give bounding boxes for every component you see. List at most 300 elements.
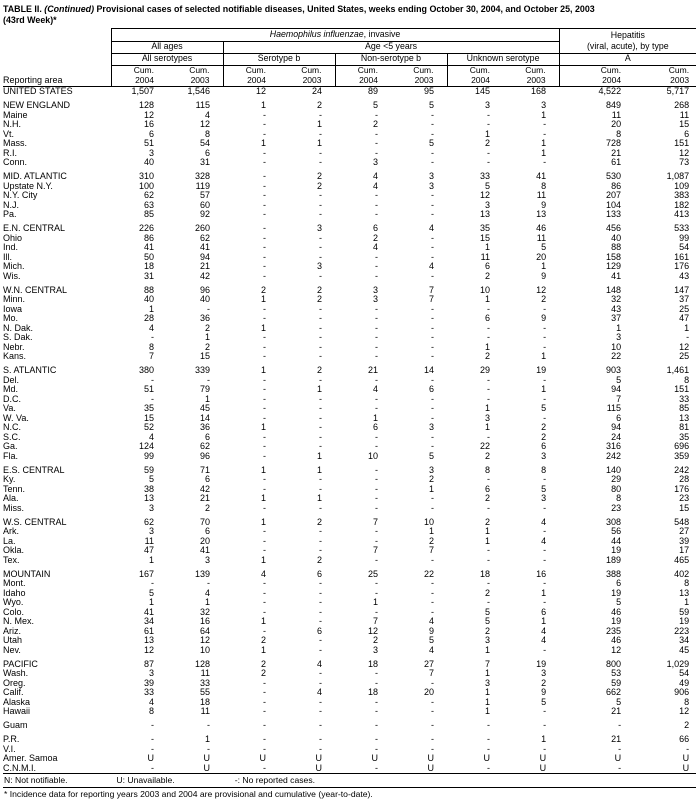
cell-value: - <box>375 527 378 537</box>
cell-value: 4 <box>372 243 378 253</box>
cell-value: U <box>682 754 690 764</box>
cell-value: - <box>319 352 322 362</box>
cell-value: 207 <box>606 191 622 201</box>
cell-value: - <box>375 536 378 546</box>
cell-value: 158 <box>606 252 622 262</box>
cell-value: - <box>263 607 266 617</box>
cell-value: - <box>319 323 322 333</box>
cell-reporting-area: Ga. <box>3 442 18 452</box>
cell-value: 6 <box>372 224 378 234</box>
cell-value: 53 <box>611 669 622 679</box>
cell-reporting-area: Colo. <box>3 607 25 617</box>
cell-value: - <box>375 503 378 513</box>
cell-value: - <box>319 503 322 513</box>
cell-value: - <box>431 129 434 139</box>
cell-value: 139 <box>194 569 210 579</box>
cell-reporting-area: Va. <box>3 404 16 414</box>
cell-value: 380 <box>138 366 154 376</box>
cell-value: 161 <box>674 252 690 262</box>
col-group-hepatitis-subtitle: (viral, acute), by type <box>559 42 696 54</box>
cell-reporting-area: Mo. <box>3 314 19 324</box>
cell-value: 64 <box>199 626 210 636</box>
table-row <box>3 698 696 708</box>
cell-value: 6 <box>428 385 434 395</box>
cell-value: - <box>263 688 266 698</box>
cell-value: - <box>319 617 322 627</box>
table-row <box>3 87 696 97</box>
cell-value: 99 <box>143 451 154 461</box>
cell-value: - <box>375 394 378 404</box>
cell-value: - <box>618 763 622 773</box>
cell-value: 60 <box>199 200 210 210</box>
cell-value: - <box>431 413 434 423</box>
cell-value: 6 <box>484 314 490 324</box>
cell-value: - <box>263 432 266 442</box>
cell-value: 316 <box>606 442 622 452</box>
cell-value: - <box>263 588 266 598</box>
cell-value: 19 <box>536 659 547 669</box>
cell-value: 39 <box>679 536 690 546</box>
cell-value: - <box>263 404 266 414</box>
cell-value: 12 <box>367 626 378 636</box>
cell-value: - <box>263 375 266 385</box>
cell-value: 413 <box>674 210 690 220</box>
header-row-3 <box>3 54 696 66</box>
cell-value: 2 <box>484 626 490 636</box>
cell-value: 1 <box>260 645 266 655</box>
cell-value: 1 <box>204 598 210 608</box>
cell-reporting-area: N.C. <box>3 423 21 433</box>
cell-value: 33 <box>199 678 210 688</box>
col-group-non-serotype-b: Non-serotype b <box>335 54 447 66</box>
cell-value: - <box>263 129 266 139</box>
cell-value: 2 <box>316 172 322 182</box>
cell-value: 10 <box>611 342 622 352</box>
cell-value: 61 <box>143 626 154 636</box>
cell-value: 1 <box>541 139 547 149</box>
cell-value: 1 <box>484 669 490 679</box>
cell-value: - <box>375 669 378 679</box>
cell-value: 1 <box>204 333 210 343</box>
cell-value: 46 <box>536 224 547 234</box>
cell-value: - <box>319 233 322 243</box>
cell-value: 1 <box>316 465 322 475</box>
cell-value: - <box>263 342 266 352</box>
cell-value: 3 <box>428 465 434 475</box>
cell-value: 33 <box>679 394 690 404</box>
cell-value: 73 <box>679 158 690 168</box>
cell-value: - <box>263 413 266 423</box>
table-row <box>3 376 696 386</box>
cell-value: - <box>319 636 322 646</box>
cell-value: 2 <box>316 101 322 111</box>
col-header-reporting-area: Reporting area <box>3 66 111 87</box>
cell-value: - <box>319 645 322 655</box>
cell-value: 12 <box>143 110 154 120</box>
cell-value: - <box>375 484 378 494</box>
table-row <box>3 172 696 182</box>
cell-value: 1 <box>541 352 547 362</box>
cell-value: 6 <box>204 475 210 485</box>
cell-value: 235 <box>606 626 622 636</box>
table-row <box>3 130 696 140</box>
col-header-cum-2003: Cum. 2003 <box>503 66 559 87</box>
table-row <box>3 395 696 405</box>
cell-value: 7 <box>428 669 434 679</box>
cell-value: - <box>375 721 378 731</box>
cell-value: - <box>375 262 378 272</box>
cell-value: - <box>319 707 322 717</box>
table-title-text: Provisional cases of selected notifiable diseases, United States, weeks ending October 30, 2004, and October 25, 2003 <box>94 4 595 14</box>
cell-value: 6 <box>204 527 210 537</box>
cell-value: 1 <box>541 588 547 598</box>
cell-value: 4 <box>428 224 434 234</box>
cell-value: - <box>319 527 322 537</box>
table-row <box>3 210 696 220</box>
cell-value: 9 <box>541 271 547 281</box>
cell-value: - <box>263 527 266 537</box>
cell-value: - <box>319 304 322 314</box>
cell-reporting-area: MOUNTAIN <box>3 569 51 579</box>
cell-value: - <box>487 546 490 556</box>
cell-value: 1 <box>484 527 490 537</box>
cell-value: - <box>431 120 434 130</box>
cell-value: 94 <box>611 423 622 433</box>
table-row <box>3 305 696 315</box>
cell-value: - <box>375 200 378 210</box>
table-title <box>3 4 696 26</box>
cell-value: 13 <box>479 210 490 220</box>
table-row <box>3 745 696 755</box>
table-row <box>3 527 696 537</box>
cell-value: 10 <box>199 645 210 655</box>
cell-value: 6 <box>541 442 547 452</box>
cell-value: 5 <box>541 404 547 414</box>
cell-value: 6 <box>541 607 547 617</box>
cell-value: 41 <box>611 271 622 281</box>
cell-value: 9 <box>541 688 547 698</box>
cell-value: 24 <box>611 432 622 442</box>
cell-value: 40 <box>143 158 154 168</box>
cell-value: 383 <box>674 191 690 201</box>
cell-value: - <box>543 579 547 589</box>
cell-value: 41 <box>199 243 210 253</box>
cell-value: 51 <box>143 385 154 395</box>
cell-value: U <box>203 754 210 764</box>
cell-value: - <box>375 607 378 617</box>
cell-value: 728 <box>606 139 622 149</box>
cell-value: 530 <box>606 172 622 182</box>
cell-value: 242 <box>606 451 622 461</box>
table-row <box>3 556 696 566</box>
cell-value: - <box>263 271 266 281</box>
cell-value: 11 <box>200 707 210 717</box>
cell-value: 13 <box>536 210 547 220</box>
cell-value: 8 <box>684 579 690 589</box>
cell-value: - <box>375 588 378 598</box>
cell-value: - <box>431 243 434 253</box>
cell-value: - <box>487 735 490 745</box>
cell-value: - <box>319 129 322 139</box>
cell-value: 310 <box>138 172 154 182</box>
cell-value: 6 <box>204 432 210 442</box>
cell-value: 456 <box>606 224 622 234</box>
cell-reporting-area: Iowa <box>3 304 23 314</box>
cell-value: - <box>487 323 490 333</box>
table-row <box>3 579 696 589</box>
table-row <box>3 433 696 443</box>
cell-value: 2 <box>484 352 490 362</box>
cell-value: 4 <box>428 617 434 627</box>
cell-value: - <box>487 598 490 608</box>
cell-value: 47 <box>679 314 690 324</box>
cell-value: 6 <box>316 626 322 636</box>
table-row <box>3 234 696 244</box>
cell-reporting-area: Ariz. <box>3 626 21 636</box>
cell-reporting-area: S.C. <box>3 432 21 442</box>
cell-value: 6 <box>372 423 378 433</box>
cell-value: - <box>263 352 266 362</box>
cell-value: - <box>487 432 490 442</box>
cell-value: 42 <box>199 484 210 494</box>
cell-value: U <box>315 754 322 764</box>
table-row <box>3 627 696 637</box>
cell-value: - <box>431 607 434 617</box>
cell-value: - <box>263 475 266 485</box>
cell-reporting-area: Wis. <box>3 271 21 281</box>
cell-value: 4 <box>428 262 434 272</box>
cell-value: U <box>682 763 690 773</box>
cell-value: 8 <box>148 707 154 717</box>
cell-value: - <box>487 110 490 120</box>
cell-reporting-area: UNITED STATES <box>3 86 73 97</box>
cell-value: 12 <box>143 645 154 655</box>
cell-value: - <box>431 252 434 262</box>
cell-value: 3 <box>316 224 322 234</box>
cell-value: - <box>263 262 266 272</box>
cell-value: 70 <box>199 517 210 527</box>
cell-value: - <box>375 352 378 362</box>
cell-value: 15 <box>679 120 690 130</box>
cell-value: - <box>151 375 154 385</box>
cell-value: 17 <box>679 546 690 556</box>
cell-value: 6 <box>316 569 322 579</box>
table-header <box>3 29 696 87</box>
cell-value: 1 <box>260 295 266 305</box>
footnote-not-notifiable: N: Not notifiable. <box>4 775 68 786</box>
cell-value: - <box>319 678 322 688</box>
haemophilus-italic-label: Haemophilus influenzae <box>269 29 364 40</box>
cell-value: - <box>487 385 490 395</box>
cell-value: 104 <box>606 200 622 210</box>
cell-value: - <box>375 129 378 139</box>
col-header-cum-2003: Cum. 2003 <box>628 66 696 87</box>
cell-value: 3 <box>616 333 622 343</box>
cell-value: 41 <box>536 172 547 182</box>
cell-value: - <box>431 404 434 414</box>
cell-value: 4 <box>372 172 378 182</box>
cell-value: 2 <box>484 271 490 281</box>
cell-value: - <box>375 763 378 773</box>
cell-value: 25 <box>367 569 378 579</box>
cell-reporting-area: Wash. <box>3 669 29 679</box>
table-row <box>3 120 696 130</box>
cell-value: 11 <box>679 110 690 120</box>
cell-value: 4 <box>541 517 547 527</box>
cell-value: 25 <box>679 352 690 362</box>
table-row <box>3 352 696 362</box>
cell-value: - <box>319 607 322 617</box>
cell-value: - <box>319 252 322 262</box>
cell-value: 41 <box>143 607 154 617</box>
cell-value: - <box>375 314 378 324</box>
cell-value: 40 <box>199 295 210 305</box>
cell-value: 13 <box>143 636 154 646</box>
cell-value: 1,087 <box>666 172 690 182</box>
cell-reporting-area: Vt. <box>3 129 15 139</box>
cell-value: - <box>431 697 434 707</box>
cell-value: 124 <box>138 442 154 452</box>
cell-value: 34 <box>143 617 154 627</box>
cell-value: - <box>263 442 266 452</box>
cell-value: 86 <box>143 233 154 243</box>
cell-value: - <box>431 555 434 565</box>
table-row <box>3 707 696 717</box>
cell-value: 1 <box>148 304 154 314</box>
cell-value: 22 <box>423 569 434 579</box>
cell-value: - <box>375 375 378 385</box>
cell-reporting-area: R.I. <box>3 148 18 158</box>
cell-value: 20 <box>423 688 434 698</box>
table-row <box>3 598 696 608</box>
cell-value: - <box>319 669 322 679</box>
cell-value: - <box>263 503 266 513</box>
cell-reporting-area: Idaho <box>3 588 26 598</box>
cell-value: 18 <box>367 659 378 669</box>
col-group-serotype-b: Serotype b <box>223 54 335 66</box>
cell-value: 1 <box>541 735 547 745</box>
cell-reporting-area: Fla. <box>3 451 19 461</box>
column-header-row <box>3 66 696 87</box>
cell-value: 19 <box>611 588 622 598</box>
cell-value: 1 <box>316 451 322 461</box>
cell-value: 6 <box>484 484 490 494</box>
cell-value: 6 <box>484 262 490 272</box>
cell-value: 8 <box>541 181 547 191</box>
cell-value: - <box>263 451 266 461</box>
cell-value: 7 <box>372 517 378 527</box>
cell-value: 15 <box>199 352 210 362</box>
cell-value: 16 <box>143 120 154 130</box>
cell-value: 1 <box>260 494 266 504</box>
cell-value: - <box>263 191 266 201</box>
cell-value: 52 <box>143 423 154 433</box>
cell-reporting-area: W.N. CENTRAL <box>3 285 68 295</box>
cell-value: 2 <box>541 295 547 305</box>
cell-value: U <box>539 754 547 764</box>
cell-reporting-area: Ark. <box>3 527 20 537</box>
cell-value: 242 <box>674 465 690 475</box>
cell-value: 45 <box>679 645 690 655</box>
cell-value: 3 <box>372 645 378 655</box>
cell-value: 176 <box>674 484 690 494</box>
cell-value: 1,029 <box>666 659 690 669</box>
table-row <box>3 262 696 272</box>
table-row <box>3 688 696 698</box>
cell-value: - <box>319 735 322 745</box>
cell-value: 3 <box>148 148 154 158</box>
cell-value: - <box>487 763 490 773</box>
cell-value: 6 <box>148 129 154 139</box>
cell-value: 903 <box>606 366 622 376</box>
cell-value: 4 <box>541 626 547 636</box>
cell-value: - <box>487 721 490 731</box>
cell-reporting-area: S. Dak. <box>3 333 33 343</box>
cell-value: 5 <box>428 451 434 461</box>
cell-value: 7 <box>428 295 434 305</box>
cell-value: 3 <box>541 101 547 111</box>
cell-reporting-area: Upstate N.Y. <box>3 181 53 191</box>
cell-value: - <box>151 579 154 589</box>
cell-value: 20 <box>611 120 622 130</box>
cell-reporting-area: Amer. Samoa <box>3 754 58 764</box>
cell-value: 40 <box>611 233 622 243</box>
cell-value: - <box>375 191 378 201</box>
cell-value: 7 <box>372 546 378 556</box>
cell-value: - <box>319 148 322 158</box>
cell-value: - <box>263 546 266 556</box>
cell-value: 5 <box>541 484 547 494</box>
cell-value: - <box>375 210 378 220</box>
cell-value: - <box>263 707 266 717</box>
cell-value: 11 <box>536 191 547 201</box>
cell-value: 4,522 <box>598 86 622 97</box>
cell-value: 19 <box>679 617 690 627</box>
cell-value: 1 <box>541 262 547 272</box>
cell-value: 2 <box>316 295 322 305</box>
cell-value: 8 <box>684 697 690 707</box>
cell-value: - <box>375 148 378 158</box>
cell-reporting-area: Hawaii <box>3 707 31 717</box>
cell-value: - <box>487 579 490 589</box>
cell-value: 23 <box>679 494 690 504</box>
cell-value: - <box>151 394 154 404</box>
cell-reporting-area: Tex. <box>3 555 20 565</box>
col-header-cum-2004: Cum. 2004 <box>447 66 503 87</box>
cell-value: 96 <box>199 285 210 295</box>
table-row <box>3 452 696 462</box>
cell-value: 849 <box>606 101 622 111</box>
cell-value: - <box>431 210 434 220</box>
cell-value: - <box>263 735 266 745</box>
cell-value: 2 <box>316 285 322 295</box>
cell-value: 9 <box>541 200 547 210</box>
cell-value: - <box>207 304 210 314</box>
cell-value: - <box>431 323 434 333</box>
cell-value: 32 <box>199 607 210 617</box>
table-row <box>3 366 696 376</box>
cell-value: - <box>686 333 690 343</box>
cell-value: 9 <box>541 314 547 324</box>
cell-value: 128 <box>194 659 210 669</box>
cell-value: - <box>375 555 378 565</box>
cell-value: 88 <box>611 243 622 253</box>
cell-value: 59 <box>611 678 622 688</box>
cell-value: 7 <box>428 285 434 295</box>
table-row <box>3 314 696 324</box>
cell-value: 1 <box>484 707 490 717</box>
cell-value: 2 <box>541 423 547 433</box>
